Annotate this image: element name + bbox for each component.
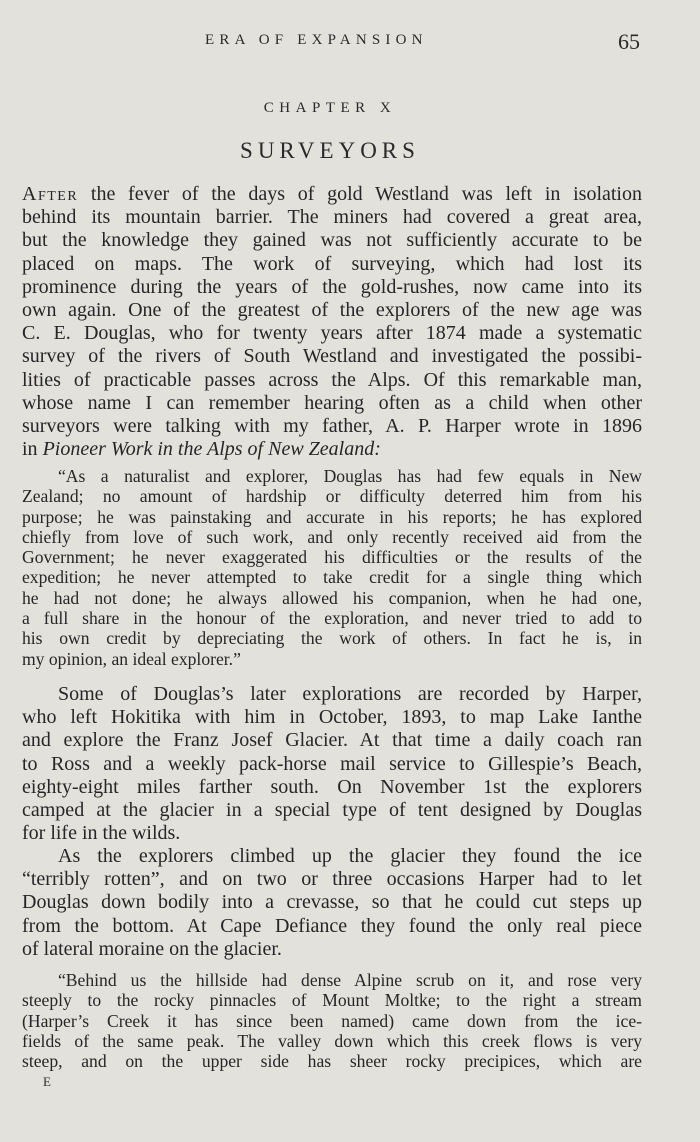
quote-line: he had not done; he always allowed his companion, when he had one,: [22, 587, 642, 608]
text-line: whose name I can remember hearing often as a child when other: [22, 391, 642, 414]
quote-line: Government; he never exaggerated his difficulties or the results of the: [22, 547, 642, 568]
text-line: surveyors were talking with my father, A. P. Harper wrote in 1896: [22, 414, 642, 437]
text-line: but the knowledge they gained was not sufficiently accurate to be: [22, 229, 642, 252]
text-line: Some of Douglas’s later explorations are recorded by Harper,: [58, 683, 642, 705]
paragraph-intro: [22, 183, 642, 461]
book-title: Pioneer Work in the Alps of New Zealand:: [42, 438, 381, 461]
text-line: lities of practicable passes across the Alps. Of this remarkable man,: [22, 368, 642, 391]
quote-line: steeply to the rocky pinnacles of Mount Moltke; to the right a stream: [22, 990, 642, 1011]
quote-line: Zealand; no amount of hardship or difficulty deterred him from his: [22, 486, 642, 507]
quote-line: my opinion, an ideal explorer.”: [22, 648, 241, 669]
text-line: [22, 438, 642, 461]
text-line: survey of the rivers of South Westland and investigated the possibi-: [22, 345, 642, 368]
text-line: and explore the Franz Josef Glacier. At that time a daily coach ran: [22, 729, 642, 752]
text-line: “terribly rotten”, and on two or three occasions Harper had to let: [22, 868, 642, 891]
running-head: ERA OF EXPANSION: [205, 32, 428, 48]
text-line: own again. One of the greatest of the explorers of the new age was: [22, 298, 642, 321]
quote-line: “Behind us the hillside had dense Alpine scrub on it, and rose very: [58, 970, 642, 990]
quote-alpine-scrub: [22, 970, 642, 1071]
signature-mark: E: [43, 1074, 52, 1089]
text-line: for life in the wilds.: [22, 822, 181, 845]
chapter-label: CHAPTER X: [263, 100, 397, 116]
page-number: 65: [618, 29, 640, 54]
quote-line: (Harper’s Creek it has since been named) came down from the ice-: [22, 1010, 642, 1031]
paragraph-later-explorations: [22, 683, 642, 845]
quote-line: chiefly from love of such work, and only recently received aid from the: [22, 526, 642, 547]
text-line: placed on maps. The work of surveying, which had lost its: [22, 252, 642, 275]
text-line: Douglas down bodily into a crevasse, so that he could cut steps up: [22, 891, 642, 914]
text-line-rest: the fever of the days of gold Westland was left in isolation: [78, 183, 642, 205]
text-line: As the explorers climbed up the glacier they found the ice: [58, 845, 642, 867]
text-line: to Ross and a weekly pack-horse mail service to Gillespie’s Beach,: [22, 752, 642, 775]
text-line: behind its mountain barrier. The miners had covered a great area,: [22, 206, 642, 229]
text-line: from the bottom. At Cape Defiance they found the only real piece: [22, 914, 642, 937]
quote-line: “As a naturalist and explorer, Douglas has had few equals in New: [58, 466, 642, 486]
text-line: eighty-eight miles farther south. On November 1st the explorers: [22, 775, 642, 798]
chapter-title: SURVEYORS: [240, 138, 420, 163]
quote-harper: [22, 466, 642, 669]
quote-line: his own credit by depreciating the work of others. In fact he is, in: [22, 628, 642, 649]
text-line: camped at the glacier in a special type of tent designed by Douglas: [22, 798, 642, 821]
text-line: prominence during the years of the gold-rushes, now came into its: [22, 275, 642, 298]
text-line: [22, 183, 642, 206]
quote-line: fields of the same peak. The valley down which this creek flows is very: [22, 1030, 642, 1051]
text-line: C. E. Douglas, who for twenty years after 1874 made a systematic: [22, 322, 642, 345]
text-line: who left Hokitika with him in October, 1893, to map Lake Ianthe: [22, 706, 642, 729]
quote-line: purpose; he was painstaking and accurate in his reports; he has explored: [22, 506, 642, 527]
text-line-start: in: [22, 438, 43, 461]
quote-line: steep, and on the upper side has sheer rocky precipices, which are: [22, 1051, 642, 1072]
quote-line: expedition; he never attempted to take credit for a single thing which: [22, 567, 642, 588]
quote-line: a full share in the honour of the exploration, and never tried to add to: [22, 608, 642, 629]
text-line: of lateral moraine on the glacier.: [22, 937, 282, 960]
opening-word: After: [22, 183, 79, 205]
paragraph-glacier-climb: [22, 845, 642, 961]
